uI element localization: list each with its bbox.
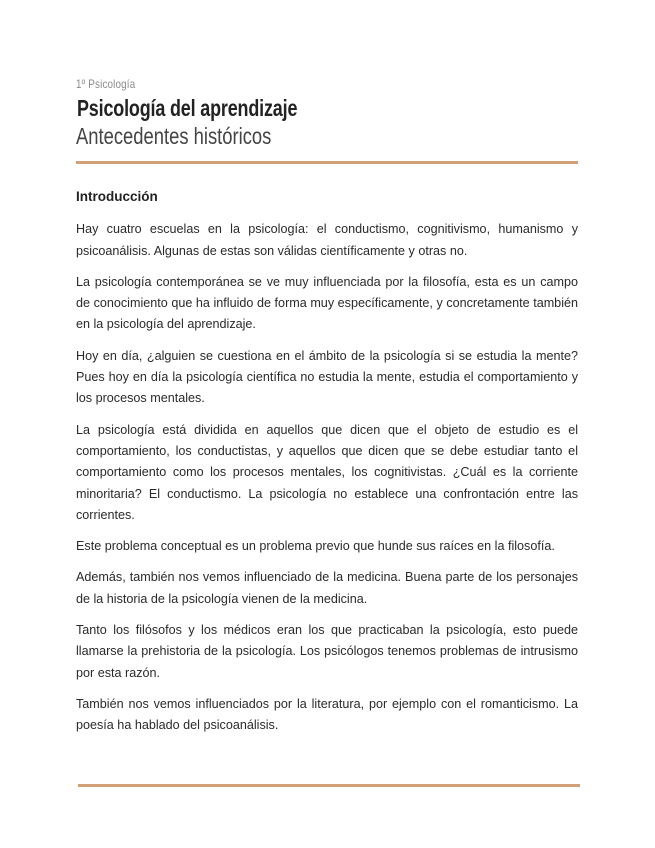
document-body: [76, 186, 578, 747]
paragraph: También nos vemos influenciados por la literatura, por ejemplo con el romanticismo. La poesía ha hablado del psicoanálisis.: [76, 696, 578, 733]
paragraph: Hay cuatro escuelas en la psicología: el conductismo, cognitivismo, humanismo y psicoanálisis. Algunas de estas son válidas científicamente y otras no.: [76, 222, 578, 258]
paragraph: La psicología está dividida en aquellos que dicen que el objeto de estudio es el comportamiento, los conductistas, y aquellos que dicen que se debe estudiar tanto el comportamiento como los procesos mentales, los cognitivistas. ¿Cuál es la corriente minoritaria? El conductismo. La psicología no establece una confrontación entre las corrientes.: [76, 422, 578, 522]
course-label: 1º Psicología: [76, 77, 136, 91]
paragraph: Hoy en día, ¿alguien se cuestiona en el ámbito de la psicología si se estudia la mente? Pues hoy en día la psicología científica no estudia la mente, estudia el comportamiento y los procesos mentales.: [76, 348, 578, 406]
section-heading: Introducción: [76, 189, 158, 204]
document-subtitle: Antecedentes históricos: [76, 123, 272, 149]
paragraph: Además, también nos vemos influenciado de la medicina. Buena parte de los personajes de la historia de la psicología vienen de la medicina.: [76, 570, 578, 606]
paragraph: La psicología contemporánea se ve muy influenciada por la filosofía, esta es un campo de conocimiento que ha influido de forma muy específicamente, y concretamente también en la psicología del aprendizaje.: [76, 274, 578, 332]
footer-divider: [78, 784, 580, 787]
paragraph: Este problema conceptual es un problema previo que hunde sus raíces en la filosofía.: [76, 539, 555, 554]
header-divider: [76, 161, 578, 164]
paragraph: Tanto los filósofos y los médicos eran los que practicaban la psicología, esto puede llamarse la prehistoria de la psicología. Los psicólogos tenemos problemas de intrusismo por esta razón.: [76, 623, 578, 680]
document-title: Psicología del aprendizaje: [77, 95, 298, 121]
